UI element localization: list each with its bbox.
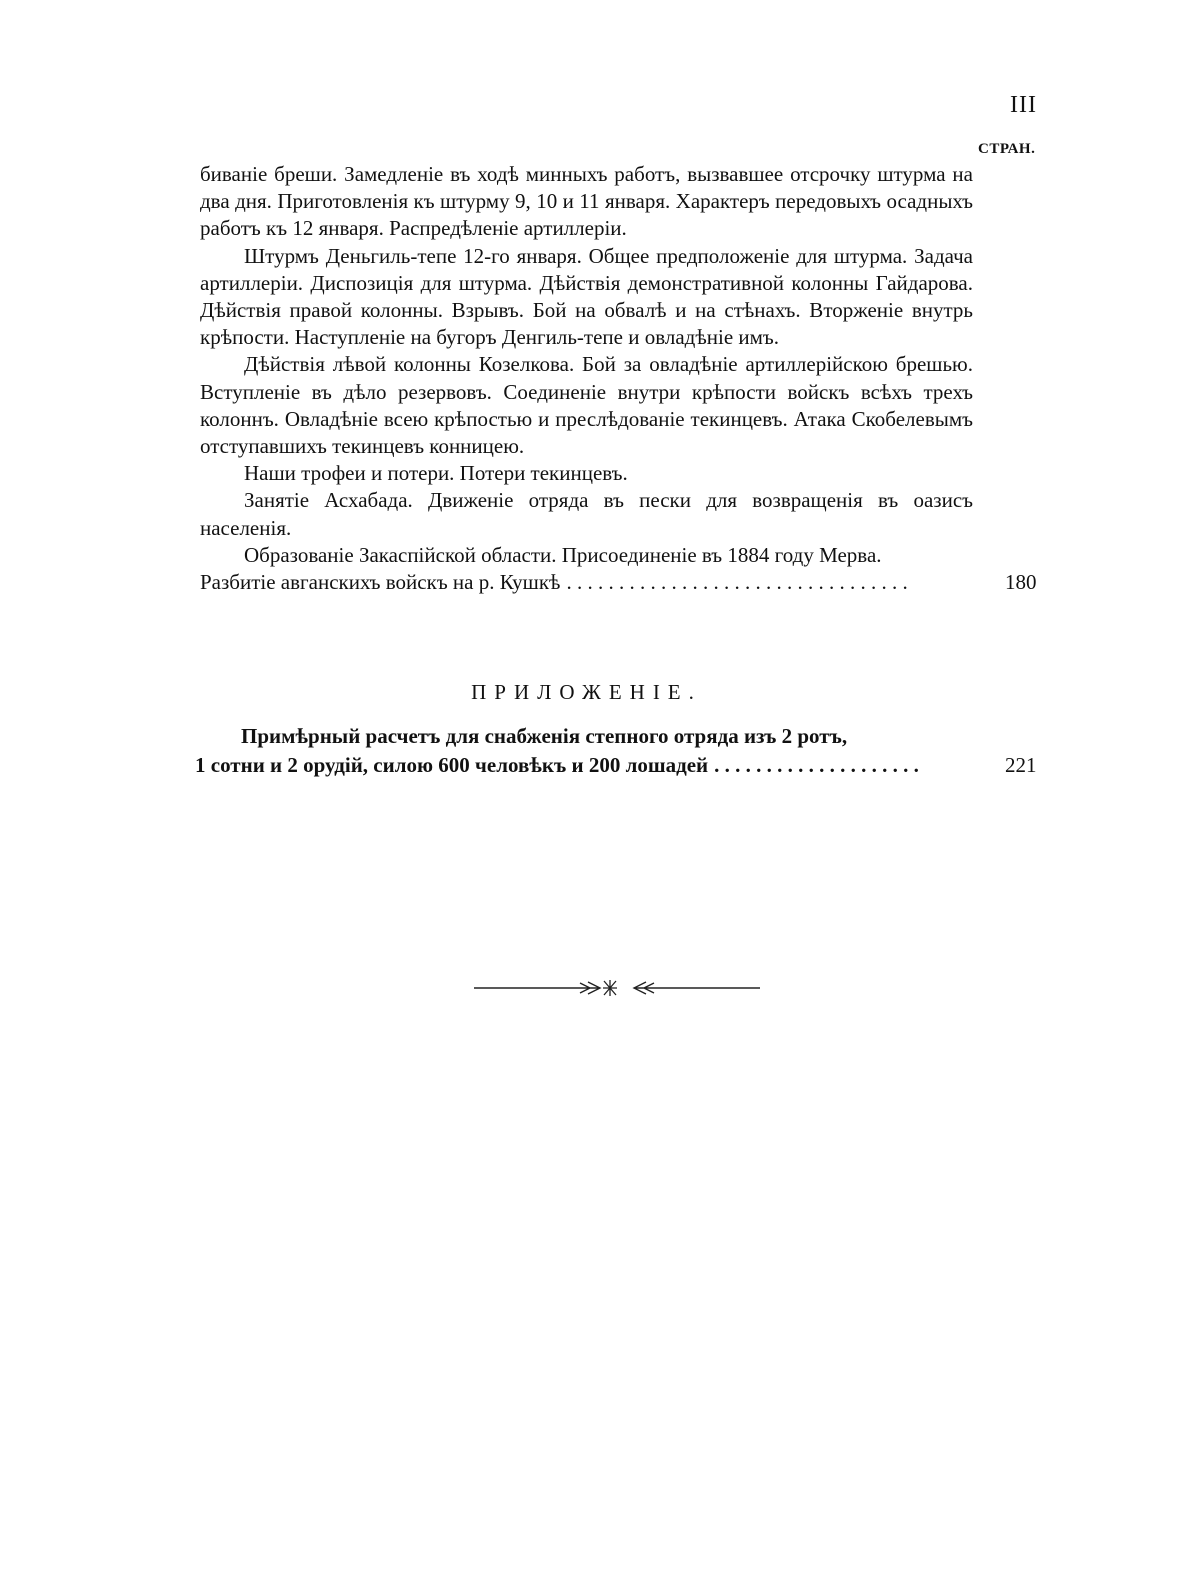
paragraph-ashkhabad: Занятіе Асхабада. Движеніе отряда въ пески для возвращенія въ оазисъ населенія. (200, 488, 973, 540)
toc-page-ref: 180 (1005, 570, 1037, 595)
paragraph-storm: Штурмъ Деньгиль-тепе 12-го января. Общее предположеніе для штурма. Задача артиллеріи. Диспозиція для штурма. Дѣйствія демонстративной колонны Гайдарова. Дѣйствія правой колонны. Взрывъ. Бой на обвалѣ и на стѣнахъ. Вторженіе внутрь крѣпости. Наступленіе на бугоръ Денгиль-тепе и овладѣніе имъ. (200, 243, 973, 350)
page-column-label: СТРАН. (978, 141, 1036, 157)
dot-leader: . . . . . . . . . . . . . . . . . . . . . . . . . . . . . . . . . (566, 570, 908, 595)
ornament-divider-icon (472, 975, 762, 999)
paragraph-trophies: Наши трофеи и потери. Потери текинцевъ. (244, 461, 628, 486)
dot-leader: . . . . . . . . . . . . . . . . . . . . (714, 753, 919, 777)
appendix-entry-line-1: Примѣрный расчетъ для снабженія степного отряда изъ 2 ротъ, (241, 724, 848, 748)
appendix-page-ref: 221 (1005, 753, 1037, 777)
toc-entry-last (200, 542, 1037, 596)
toc-entry-line-1: Образованіе Закаспійской области. Присоединеніе въ 1884 году Мерва. (244, 542, 882, 567)
paragraph-left-column: Дѣйствія лѣвой колонны Козелкова. Бой за овладѣніе артиллерійскою брешью. Вступленіе въ дѣло резервовъ. Соединеніе внутри крѣпости войскъ всѣхъ трехъ колоннъ. Овладѣніе всею крѣпостью и преслѣдованіе текинцевъ. Атака Скобелевымъ отступавшихъ текинцевъ конницею. (200, 352, 973, 459)
paragraph-continued: биваніе бреши. Замедленіе въ ходѣ минныхъ работъ, вызвавшее отсрочку штурма на два дня. Приготовленія къ штурму 9, 10 и 11 января. Характеръ передовыхъ осадныхъ работъ къ 12 января. Распредѣленіе артиллеріи. (200, 162, 973, 241)
appendix-entry-line-2: 1 сотни и 2 орудій, силою 600 человѣкъ и 200 лошадей (195, 753, 709, 777)
appendix-entry (195, 722, 1037, 780)
page-number: III (1010, 92, 1037, 118)
appendix-heading: ПРИЛОЖЕНІЕ. (471, 680, 702, 704)
toc-entry-line-2: Разбитіе авганскихъ войскъ на р. Кушкѣ (200, 570, 561, 595)
chapter-contents (200, 161, 1037, 596)
